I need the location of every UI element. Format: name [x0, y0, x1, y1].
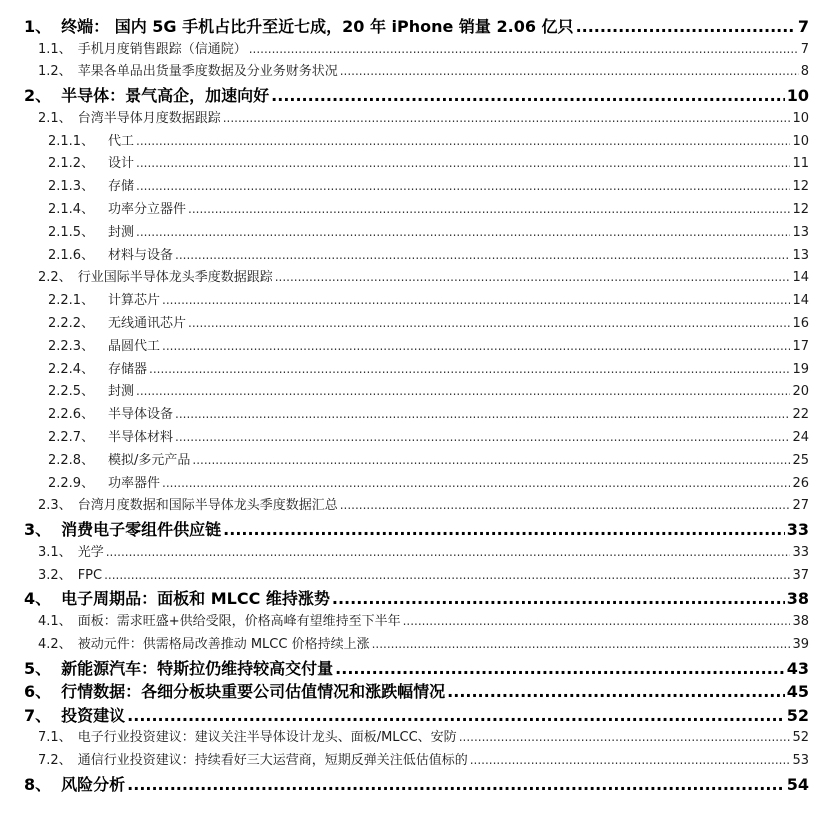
- toc-entry-page-number: 37: [792, 567, 809, 583]
- dot-leader: [470, 753, 791, 768]
- toc-entry-label: [48, 244, 173, 263]
- toc-entry-title: 消费电子零组件供应链: [61, 520, 222, 540]
- toc-entry-page-number: 7: [800, 41, 809, 57]
- toc-entry-title: 功率分立器件: [108, 201, 187, 217]
- dot-leader: [162, 339, 790, 354]
- toc-entry-title: 计算芯片: [108, 293, 161, 309]
- toc-entry-number: 8、: [24, 774, 52, 794]
- toc-entry-page-number: 38: [786, 589, 809, 609]
- toc-entry-page-number: 53: [792, 753, 809, 769]
- toc-entry-title: 新能源汽车：特斯拉仍维持较高交付量: [61, 658, 334, 678]
- dot-leader: [188, 202, 790, 217]
- toc-entry-label: [48, 198, 186, 217]
- toc-entry-page-number: 12: [792, 201, 809, 217]
- toc-entry-number: 2.1.4、: [48, 201, 95, 217]
- dot-leader: [403, 614, 791, 629]
- dot-leader: [136, 384, 790, 399]
- dot-leader: [136, 156, 790, 171]
- toc-entry-level-1[interactable]: [0, 586, 831, 610]
- toc-entry-number: 2.3、: [38, 498, 72, 514]
- toc-entry-level-3[interactable]: [0, 358, 831, 381]
- dot-leader: [576, 17, 796, 36]
- toc-entry-label: [38, 633, 370, 652]
- toc-entry-label: [48, 312, 186, 331]
- dot-leader: [192, 453, 790, 468]
- toc-entry-level-1[interactable]: [0, 517, 831, 541]
- toc-entry-label: [24, 14, 574, 37]
- toc-entry-number: 2、: [24, 86, 52, 106]
- toc-entry-number: 4、: [24, 589, 52, 609]
- toc-entry-title: 苹果各单品出货量季度数据及分业务财务状况: [77, 64, 338, 80]
- toc-entry-level-2[interactable]: [0, 60, 831, 83]
- toc-entry-number: 3.2、: [38, 567, 72, 583]
- toc-entry-title: 台湾半导体月度数据跟踪: [77, 110, 221, 126]
- toc-entry-page-number: 52: [792, 730, 809, 746]
- toc-entry-label: [38, 494, 338, 513]
- toc-entry-number: 5、: [24, 658, 52, 678]
- toc-entry-number: 1、: [24, 17, 52, 36]
- toc-entry-number: 2.2.1、: [48, 293, 95, 309]
- toc-entry-label: [38, 38, 247, 57]
- toc-entry-page-number: 52: [786, 705, 809, 725]
- dot-leader: [162, 293, 790, 308]
- toc-entry-number: 7.2、: [38, 753, 72, 769]
- toc-entry-level-3[interactable]: [0, 244, 831, 267]
- toc-entry-level-1[interactable]: [0, 703, 831, 727]
- toc-entry-level-3[interactable]: [0, 152, 831, 175]
- toc-entry-title: 通信行业投资建议：持续看好三大运营商，短期反弹关注低估值标的: [77, 753, 468, 769]
- toc-entry-title: 无线通讯芯片: [108, 315, 187, 331]
- toc-entry-number: 2.2.9、: [48, 475, 95, 491]
- toc-entry-title: 封测: [108, 224, 135, 240]
- toc-entry-number: 2.2.7、: [48, 429, 95, 445]
- toc-entry-number: 2.1.5、: [48, 224, 95, 240]
- toc-entry-number: 2.1.2、: [48, 156, 95, 172]
- toc-entry-title: 投资建议: [61, 705, 126, 725]
- toc-entry-page-number: 10: [792, 110, 809, 126]
- toc-entry-title: FPC: [77, 567, 103, 583]
- toc-entry-label: [24, 679, 445, 702]
- dot-leader: [249, 42, 799, 57]
- toc-entry-page-number: 33: [792, 544, 809, 560]
- toc-entry-page-number: 25: [792, 452, 809, 468]
- toc-entry-page-number: 13: [792, 247, 809, 263]
- toc-entry-level-2[interactable]: [0, 494, 831, 517]
- toc-entry-label: [48, 152, 134, 171]
- toc-entry-level-2[interactable]: [0, 107, 831, 130]
- toc-entry-label: [48, 221, 134, 240]
- toc-entry-level-3[interactable]: [0, 289, 831, 312]
- toc-entry-label: [48, 358, 147, 377]
- toc-entry-number: 3、: [24, 520, 52, 540]
- dot-leader: [275, 270, 791, 285]
- toc-entry-label: [48, 472, 160, 491]
- toc-entry-title: 代工: [108, 133, 135, 149]
- dot-leader: [136, 179, 790, 194]
- toc-entry-title: 行业国际半导体龙头季度数据跟踪: [77, 270, 273, 286]
- toc-entry-level-3[interactable]: [0, 198, 831, 221]
- toc-entry-title: 手机月度销售跟踪（信通院）: [77, 41, 247, 57]
- toc-entry-page-number: 22: [792, 407, 809, 423]
- toc-entry-number: 2.2、: [38, 270, 72, 286]
- toc-entry-number: 2.1、: [38, 110, 72, 126]
- toc-entry-number: 1.1、: [38, 41, 72, 57]
- toc-entry-number: 2.2.8、: [48, 452, 95, 468]
- dot-leader: [271, 86, 785, 105]
- toc-entry-number: 2.2.6、: [48, 407, 95, 423]
- toc-entry-title: 被动元件：供需格局改善推动 MLCC 价格持续上涨: [77, 636, 370, 652]
- toc-entry-label: [24, 703, 125, 726]
- toc-entry-page-number: 8: [800, 64, 809, 80]
- toc-entry-level-3[interactable]: [0, 130, 831, 153]
- toc-entry-title: 终端： 国内 5G 手机占比升至近七成，20 年 iPhone 销量 2.06 亿只: [61, 17, 574, 36]
- toc-entry-title: 光学: [77, 544, 104, 560]
- toc-entry-label: [24, 83, 269, 106]
- toc-entry-number: 4.1、: [38, 613, 72, 629]
- toc-entry-level-1[interactable]: [0, 656, 831, 680]
- dot-leader: [149, 362, 790, 377]
- toc-entry-label: [48, 380, 134, 399]
- dot-leader: [223, 111, 791, 126]
- toc-entry-number: 2.1.6、: [48, 247, 95, 263]
- toc-entry-level-3[interactable]: [0, 426, 831, 449]
- toc-entry-number: 2.2.5、: [48, 384, 95, 400]
- toc-entry-label: [48, 335, 160, 354]
- dot-leader: [459, 730, 791, 745]
- toc-entry-page-number: 10: [792, 133, 809, 149]
- toc-entry-level-2[interactable]: [0, 633, 831, 656]
- toc-entry-page-number: 45: [786, 682, 809, 702]
- toc-entry-label: [38, 610, 401, 629]
- toc-entry-level-2[interactable]: [0, 726, 831, 749]
- toc-entry-number: 4.2、: [38, 636, 72, 652]
- toc-entry-level-3[interactable]: [0, 312, 831, 335]
- toc-entry-label: [48, 426, 173, 445]
- toc-entry-page-number: 16: [792, 315, 809, 331]
- toc-entry-level-2[interactable]: [0, 38, 831, 61]
- dot-leader: [340, 498, 791, 513]
- toc-entry-level-3[interactable]: [0, 472, 831, 495]
- toc-entry-label: [38, 749, 468, 768]
- toc-entry-level-3[interactable]: [0, 449, 831, 472]
- toc-entry-page-number: 24: [792, 429, 809, 445]
- toc-entry-title: 存储: [108, 179, 135, 195]
- toc-entry-label: [38, 60, 338, 79]
- dot-leader: [162, 476, 790, 491]
- toc-entry-label: [24, 517, 221, 540]
- toc-entry-level-3[interactable]: [0, 403, 831, 426]
- toc-entry-label: [48, 175, 134, 194]
- toc-entry-level-1[interactable]: [0, 679, 831, 703]
- dot-leader: [136, 134, 790, 149]
- dot-leader: [175, 430, 790, 445]
- toc-entry-title: 存储器: [108, 361, 148, 377]
- toc-entry-title: 封测: [108, 384, 135, 400]
- dot-leader: [335, 659, 785, 678]
- toc-entry-number: 7.1、: [38, 730, 72, 746]
- toc-entry-page-number: 14: [792, 293, 809, 309]
- toc-entry-title: 半导体材料: [108, 429, 174, 445]
- toc-entry-page-number: 27: [792, 498, 809, 514]
- toc-entry-label: [48, 130, 134, 149]
- toc-entry-page-number: 13: [792, 224, 809, 240]
- toc-entry-label: [48, 289, 160, 308]
- dot-leader: [447, 682, 785, 701]
- toc-entry-title: 模拟/多元产品: [108, 452, 191, 468]
- toc-entry-page-number: 38: [792, 613, 809, 629]
- dot-leader: [136, 225, 790, 240]
- toc-entry-level-3[interactable]: [0, 335, 831, 358]
- toc-entry-title: 设计: [108, 156, 135, 172]
- toc-entry-number: 2.1.1、: [48, 133, 95, 149]
- toc-entry-page-number: 14: [792, 270, 809, 286]
- toc-entry-number: 6、: [24, 682, 52, 702]
- toc-entry-level-1[interactable]: [0, 772, 831, 796]
- toc-entry-page-number: 11: [792, 156, 809, 172]
- toc-entry-label: [38, 541, 104, 560]
- toc-entry-title: 面板：需求旺盛+供给受限，价格高峰有望维持至下半年: [77, 613, 401, 629]
- dot-leader: [188, 316, 790, 331]
- toc-entry-label: [38, 726, 457, 745]
- table-of-contents: [0, 14, 831, 795]
- toc-entry-page-number: 19: [792, 361, 809, 377]
- toc-entry-label: [48, 449, 190, 468]
- toc-entry-title: 半导体设备: [108, 407, 174, 423]
- toc-entry-page-number: 20: [792, 384, 809, 400]
- toc-entry-label: [24, 586, 330, 609]
- dot-leader: [175, 248, 790, 263]
- toc-entry-title: 半导体：景气高企，加速向好: [61, 86, 270, 106]
- toc-entry-label: [24, 772, 125, 795]
- toc-entry-title: 材料与设备: [108, 247, 174, 263]
- toc-entry-number: 7、: [24, 705, 52, 725]
- toc-entry-label: [38, 564, 102, 583]
- dot-leader: [127, 706, 785, 725]
- dot-leader: [372, 637, 791, 652]
- toc-entry-level-3[interactable]: [0, 380, 831, 403]
- toc-entry-label: [38, 107, 221, 126]
- toc-entry-level-2[interactable]: [0, 749, 831, 772]
- toc-entry-title: 台湾月度数据和国际半导体龙头季度数据汇总: [77, 498, 338, 514]
- dot-leader: [104, 568, 790, 583]
- toc-entry-level-3[interactable]: [0, 221, 831, 244]
- toc-entry-number: 1.2、: [38, 64, 72, 80]
- toc-entry-title: 电子行业投资建议：建议关注半导体设计龙头、面板/MLCC、安防: [77, 730, 457, 746]
- toc-entry-page-number: 43: [786, 658, 809, 678]
- dot-leader: [223, 520, 785, 539]
- toc-entry-title: 功率器件: [108, 475, 161, 491]
- toc-entry-level-1[interactable]: [0, 14, 831, 38]
- toc-entry-label: [24, 656, 333, 679]
- toc-entry-level-1[interactable]: [0, 83, 831, 107]
- toc-entry-label: [38, 266, 273, 285]
- dot-leader: [175, 407, 790, 422]
- toc-entry-level-3[interactable]: [0, 175, 831, 198]
- toc-entry-page-number: 7: [797, 17, 809, 36]
- toc-entry-number: 2.2.2、: [48, 315, 95, 331]
- toc-entry-page-number: 54: [786, 774, 809, 794]
- toc-entry-title: 行情数据：各细分板块重要公司估值情况和涨跌幅情况: [61, 682, 446, 702]
- toc-entry-number: 2.2.3、: [48, 338, 95, 354]
- toc-entry-level-2[interactable]: [0, 564, 831, 587]
- toc-entry-page-number: 12: [792, 179, 809, 195]
- dot-leader: [127, 775, 785, 794]
- toc-entry-level-2[interactable]: [0, 610, 831, 633]
- toc-entry-page-number: 26: [792, 475, 809, 491]
- toc-entry-label: [48, 403, 173, 422]
- toc-entry-page-number: 17: [792, 338, 809, 354]
- toc-entry-title: 电子周期品：面板和 MLCC 维持涨势: [61, 589, 330, 609]
- toc-entry-number: 3.1、: [38, 544, 72, 560]
- toc-entry-level-2[interactable]: [0, 266, 831, 289]
- toc-entry-level-2[interactable]: [0, 541, 831, 564]
- dot-leader: [332, 589, 785, 608]
- toc-entry-page-number: 10: [786, 86, 809, 106]
- dot-leader: [340, 64, 799, 79]
- toc-entry-page-number: 33: [786, 520, 809, 540]
- toc-entry-number: 2.1.3、: [48, 179, 95, 195]
- toc-entry-page-number: 39: [792, 636, 809, 652]
- toc-entry-number: 2.2.4、: [48, 361, 95, 377]
- toc-entry-title: 晶圆代工: [108, 338, 161, 354]
- dot-leader: [106, 545, 791, 560]
- toc-entry-title: 风险分析: [61, 774, 126, 794]
